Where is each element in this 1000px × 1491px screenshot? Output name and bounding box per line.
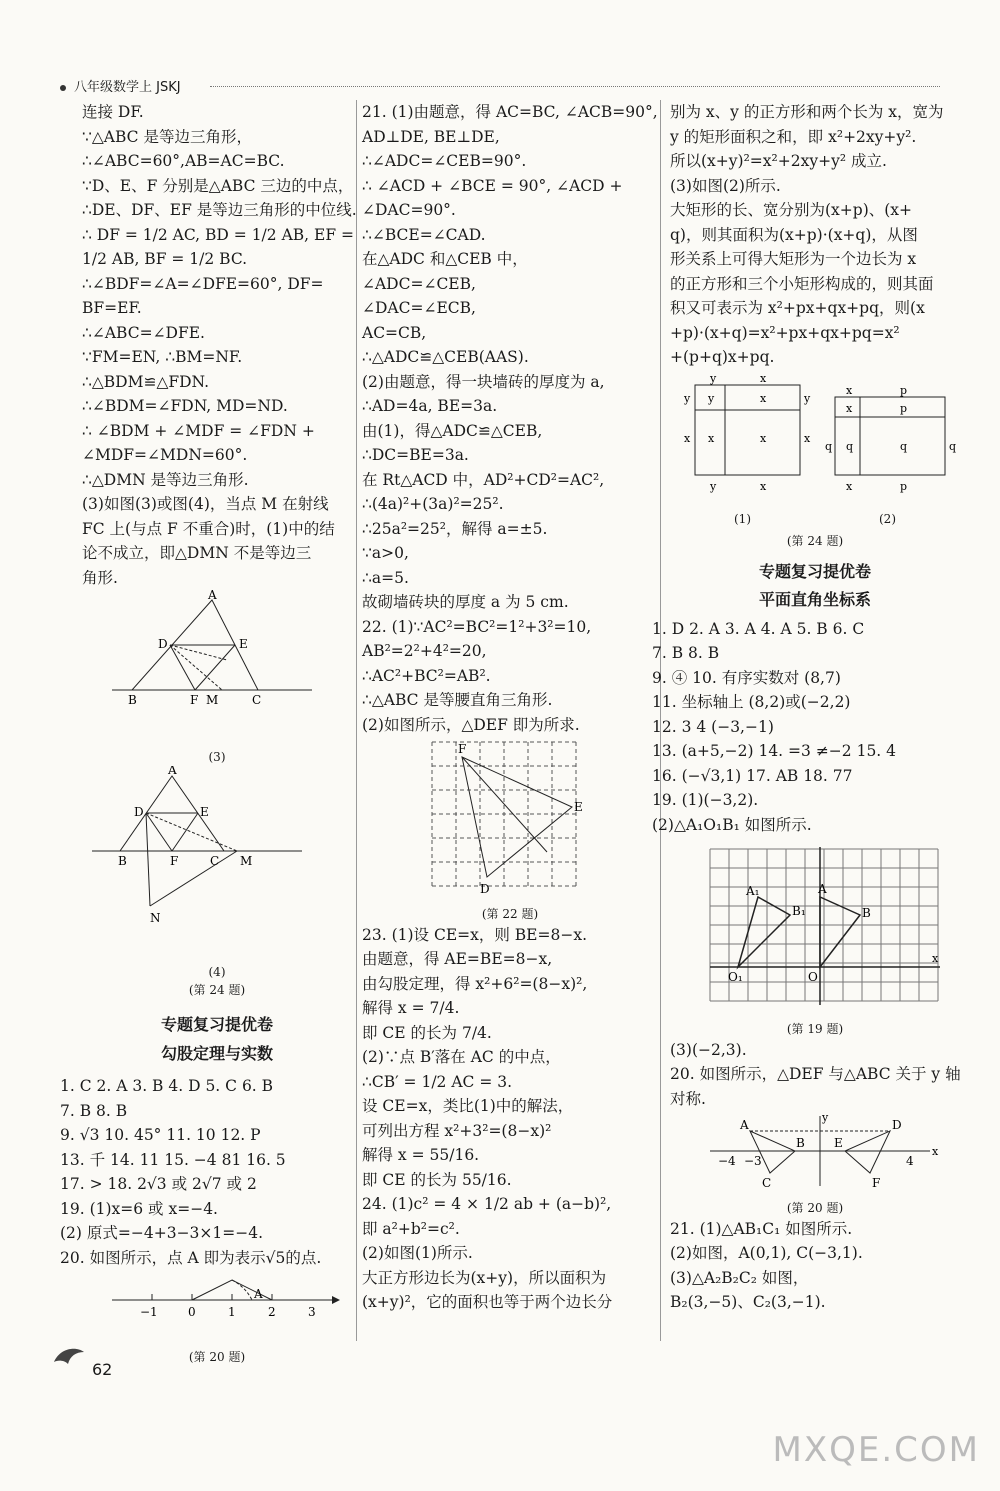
text-line: (2)△A₁O₁B₁ 如图所示. bbox=[652, 815, 812, 834]
text-line: 大正方形边长为(x+y)，所以面积为 bbox=[362, 1268, 607, 1287]
text-line: (3)如图(3)或图(4)，当点 M 在射线 bbox=[82, 495, 329, 513]
figure-22-grid bbox=[362, 737, 658, 897]
figure-3 bbox=[82, 590, 352, 740]
svg-text:−4: −4 bbox=[718, 1154, 736, 1168]
figure-20-symmetry bbox=[670, 1111, 960, 1191]
figure-24-caption: (第 24 题) bbox=[188, 983, 246, 997]
text-line: 即 CE 的长为 55/16. bbox=[362, 1170, 512, 1189]
text-line: 的正方形和三个小矩形构成的，则其面 bbox=[670, 274, 934, 293]
svg-text:y: y bbox=[710, 479, 717, 493]
text-line: ∴∠BCE=∠CAD. bbox=[362, 225, 486, 244]
svg-text:E: E bbox=[239, 637, 248, 651]
text-line: (3)△A₂B₂C₂ 如图， bbox=[670, 1268, 809, 1287]
text-line: 22. (1)∵AC²=BC²=1²+3²=10, bbox=[362, 617, 592, 636]
svg-text:y: y bbox=[708, 391, 715, 405]
text-line: 7. B 8. B bbox=[60, 1101, 128, 1120]
section-1-title: 专题复习提优卷 bbox=[160, 1015, 273, 1034]
svg-text:x: x bbox=[760, 391, 767, 405]
text-line: B₂(3,−5)、C₂(3,−1). bbox=[670, 1293, 826, 1311]
svg-text:F: F bbox=[458, 742, 467, 756]
svg-text:F: F bbox=[170, 853, 179, 868]
text-line: ∵△ABC 是等边三角形， bbox=[82, 127, 252, 146]
text-line: 9. √3 10. 45° 11. 10 12. P bbox=[60, 1126, 261, 1144]
figure-20b-caption: (第 20 题) bbox=[786, 1200, 844, 1215]
svg-text:x: x bbox=[684, 431, 691, 445]
svg-text:x: x bbox=[846, 479, 853, 493]
svg-text:A: A bbox=[254, 1287, 263, 1301]
text-line: 13. 千 14. 11 15. −4 81 16. 5 bbox=[60, 1150, 286, 1169]
svg-text:O₁: O₁ bbox=[728, 970, 743, 984]
text-line: y 的矩形面积之和，即 x²+2xy+y². bbox=[670, 127, 917, 146]
text-line: 对称. bbox=[670, 1089, 706, 1108]
text-line: 12. 3 4 (−3,−1) bbox=[652, 717, 774, 736]
svg-text:y: y bbox=[822, 1111, 829, 1124]
svg-text:C: C bbox=[252, 693, 262, 707]
svg-text:A: A bbox=[818, 882, 827, 896]
text-line: 20. 如图所示，点 A 即为表示√5的点. bbox=[60, 1248, 322, 1267]
text-line: 设 CE=x，类比(1)中的解法， bbox=[362, 1097, 574, 1115]
text-line: (2)∵点 B′落在 AC 的中点， bbox=[362, 1048, 561, 1066]
text-line: ∴ ∠BDM + ∠MDF = ∠FDN + bbox=[82, 421, 315, 440]
figure-24-label-1: (1) bbox=[734, 512, 751, 526]
text-line: ∴DE、DF、EF 是等边三角形的中位线. bbox=[82, 201, 357, 219]
svg-text:A₁: A₁ bbox=[746, 884, 760, 898]
text-line: (2) 原式=−4+3−3×1=−4. bbox=[60, 1224, 264, 1242]
svg-text:p: p bbox=[900, 401, 908, 415]
text-line: 所以(x+y)²=x²+2xy+y² 成立. bbox=[670, 152, 887, 170]
answer-block-19-20 bbox=[670, 1038, 960, 1112]
text-line: 1. C 2. A 3. B 4. D 5. C 6. B bbox=[60, 1077, 274, 1095]
svg-text:x: x bbox=[846, 401, 853, 415]
svg-text:O: O bbox=[808, 970, 818, 984]
text-line: 连接 DF. bbox=[82, 103, 144, 121]
text-line: 由(1)，得△ADC≌△CEB, bbox=[362, 421, 543, 440]
figure-24-sub-labels bbox=[670, 507, 960, 532]
column-3 bbox=[652, 100, 961, 1315]
text-line: 故砌墙砖块的厚度 a 为 5 cm. bbox=[362, 593, 569, 611]
text-line: ∴DC=BE=3a. bbox=[362, 446, 469, 464]
svg-text:B: B bbox=[862, 906, 871, 920]
svg-text:3: 3 bbox=[308, 1305, 316, 1319]
text-line: 17. > 18. 2√3 或 2√7 或 2 bbox=[60, 1175, 257, 1193]
text-line: ∴a=5. bbox=[362, 568, 409, 587]
text-line: 积又可表示为 x²+px+qx+pq，则(x bbox=[670, 299, 925, 317]
text-line: 角形. bbox=[82, 568, 118, 587]
section-2-subtitle: 平面直角坐标系 bbox=[758, 590, 871, 609]
text-line: 别为 x、y 的正方形和两个长为 x，宽为 bbox=[670, 103, 944, 121]
text-line: 由勾股定理，得 x²+6²=(8−x)², bbox=[362, 974, 588, 993]
text-line: (x+y)²，它的面积也等于两个边长分 bbox=[362, 1293, 613, 1311]
text-line: 23. (1)设 CE=x，则 BE=8−x. bbox=[362, 925, 587, 944]
section-1-subtitle: 勾股定理与实数 bbox=[160, 1043, 273, 1063]
text-line: 解得 x = 55/16. bbox=[362, 1146, 480, 1164]
answer-list-1 bbox=[60, 1074, 352, 1270]
text-line: ∴∠ABC=∠DFE. bbox=[82, 323, 205, 342]
text-line: (2)如图所示，△DEF 即为所求. bbox=[362, 715, 580, 734]
answer-block-23-24 bbox=[362, 923, 658, 1315]
text-line: 形关系上可得大矩形为一个边长为 x bbox=[670, 250, 917, 268]
text-line: +(p+q)x+pq. bbox=[670, 348, 775, 366]
text-line: ∵FM=EN, ∴BM=NF. bbox=[82, 348, 243, 366]
text-line: 由题意，得 AE=BE=8−x, bbox=[362, 950, 553, 968]
svg-text:C: C bbox=[762, 1176, 772, 1190]
figure-4-caption: (4) bbox=[208, 965, 226, 979]
watermark: MXQE.COM bbox=[772, 1430, 980, 1470]
column-1 bbox=[60, 100, 357, 1366]
text-line: ∴△ADC≌△CEB(AAS). bbox=[362, 348, 529, 366]
svg-text:x: x bbox=[760, 431, 767, 445]
svg-text:D: D bbox=[158, 637, 168, 651]
svg-text:N: N bbox=[150, 910, 161, 925]
text-line: 19. (1)x=6 或 x=−4. bbox=[60, 1199, 218, 1218]
svg-text:x: x bbox=[846, 383, 853, 397]
svg-text:−1: −1 bbox=[140, 1305, 158, 1319]
svg-text:2: 2 bbox=[268, 1305, 276, 1319]
svg-text:E: E bbox=[834, 1136, 843, 1150]
svg-text:D: D bbox=[480, 882, 490, 896]
figure-24-area-diagrams bbox=[670, 370, 960, 500]
text-line: 1/2 AB, BF = 1/2 BC. bbox=[82, 250, 248, 268]
text-line: ∴△BDM≌△FDN. bbox=[82, 372, 210, 391]
text-line: 大矩形的长、宽分别为(x+p)、(x+ bbox=[670, 201, 913, 219]
svg-text:B₁: B₁ bbox=[792, 904, 806, 918]
svg-text:1: 1 bbox=[228, 1305, 236, 1319]
column-divider bbox=[356, 100, 357, 1341]
svg-text:B: B bbox=[796, 1136, 805, 1150]
svg-text:p: p bbox=[900, 383, 908, 397]
page-header bbox=[60, 76, 181, 95]
text-line: ∴ DF = 1/2 AC, BD = 1/2 AB, EF = bbox=[82, 225, 354, 244]
text-line: (2)如图，A(0,1), C(−3,1). bbox=[670, 1244, 863, 1262]
text-line: ∴25a²=25²，解得 a=±5. bbox=[362, 519, 548, 538]
text-line: (3)如图(2)所示. bbox=[670, 176, 781, 195]
text-line: 7. B 8. B bbox=[652, 644, 720, 662]
text-line: AC=CB, bbox=[362, 323, 427, 342]
text-line: 21. (1)由题意，得 AC=BC, ∠ACB=90°, bbox=[362, 103, 658, 121]
text-line: 24. (1)c² = 4 × 1/2 ab + (a−b)², bbox=[362, 1195, 612, 1213]
header-text: 八年级数学上 JSKJ bbox=[74, 80, 181, 95]
text-line: 11. 坐标轴上 (8,2)或(−2,2) bbox=[652, 693, 851, 711]
text-line: (3)(−2,3). bbox=[670, 1040, 747, 1059]
text-line: ∴CB′ = 1/2 AC = 3. bbox=[362, 1072, 513, 1091]
figure-24-caption-2: (第 24 题) bbox=[786, 533, 844, 548]
text-line: ∴(4a)²+(3a)²=25². bbox=[362, 495, 504, 513]
svg-text:x: x bbox=[760, 479, 767, 493]
svg-text:E: E bbox=[200, 804, 209, 819]
svg-text:q: q bbox=[949, 439, 957, 453]
svg-text:x: x bbox=[932, 952, 939, 965]
svg-text:B: B bbox=[118, 853, 127, 868]
figure-19-grid bbox=[670, 837, 960, 1012]
svg-text:p: p bbox=[900, 479, 908, 493]
text-line: ∴AD=4a, BE=3a. bbox=[362, 397, 498, 415]
svg-text:y: y bbox=[684, 391, 691, 405]
figure-19-caption: (第 19 题) bbox=[786, 1021, 844, 1036]
text-line: 解得 x = 7/4. bbox=[362, 999, 460, 1017]
text-line: ∵a>0, bbox=[362, 544, 409, 562]
svg-text:x: x bbox=[760, 371, 767, 385]
text-line: (2)由题意，得一块墙砖的厚度为 a, bbox=[362, 372, 605, 391]
figure-20-number-line bbox=[82, 1270, 352, 1340]
text-line: AD⊥DE, BE⊥DE, bbox=[362, 127, 500, 146]
text-line: 21. (1)△AB₁C₁ 如图所示. bbox=[670, 1219, 853, 1238]
svg-text:x: x bbox=[932, 1145, 939, 1158]
svg-text:A: A bbox=[168, 765, 177, 777]
svg-text:4: 4 bbox=[906, 1154, 914, 1168]
svg-text:q: q bbox=[846, 439, 854, 453]
text-line: ∠ADC=∠CEB, bbox=[362, 274, 476, 293]
figure-24-label-2: (2) bbox=[879, 512, 896, 526]
text-line: ∠MDF=∠MDN=60°. bbox=[82, 446, 248, 464]
svg-text:F: F bbox=[872, 1176, 881, 1190]
svg-text:A: A bbox=[208, 590, 217, 602]
svg-text:F: F bbox=[190, 693, 199, 707]
svg-text:M: M bbox=[206, 693, 219, 707]
section-2-title: 专题复习提优卷 bbox=[758, 561, 871, 581]
text-line: +p)·(x+q)=x²+px+qx+pq=x² bbox=[670, 323, 900, 342]
answer-block-24 bbox=[82, 100, 357, 590]
svg-text:y: y bbox=[710, 371, 717, 385]
svg-text:y: y bbox=[804, 391, 811, 405]
text-line: ∠DAC=∠ECB, bbox=[362, 299, 476, 317]
svg-text:D: D bbox=[892, 1118, 902, 1132]
text-line: AB²=2²+4²=20, bbox=[362, 642, 487, 660]
text-line: 16. (−√3,1) 17. AB 18. 77 bbox=[652, 766, 853, 785]
text-line: 论不成立，即△DMN 不是等边三 bbox=[82, 544, 312, 562]
text-line: ∵D、E、F 分别是△ABC 三边的中点， bbox=[82, 176, 354, 195]
text-line: 20. 如图所示，△DEF 与△ABC 关于 y 轴 bbox=[670, 1065, 961, 1083]
text-line: ∴△DMN 是等边三角形. bbox=[82, 470, 249, 489]
svg-text:A: A bbox=[740, 1118, 749, 1132]
column-2 bbox=[362, 100, 658, 1315]
text-line: 即 a²+b²=c². bbox=[362, 1219, 460, 1238]
text-line: ∴∠ABC=60°,AB=AC=BC. bbox=[82, 152, 285, 170]
svg-text:q: q bbox=[825, 439, 833, 453]
svg-text:C: C bbox=[210, 853, 220, 868]
text-line: 1. D 2. A 3. A 4. A 5. B 6. C bbox=[652, 619, 865, 638]
answer-block-21-22 bbox=[362, 100, 658, 737]
header-rule bbox=[210, 86, 940, 87]
page-number: 62 bbox=[92, 1360, 113, 1379]
text-line: 即 CE 的长为 7/4. bbox=[362, 1023, 492, 1042]
text-line: 可列出方程 x²+3²=(8−x)² bbox=[362, 1121, 552, 1140]
text-line: ∴ ∠ACD + ∠BCE = 90°, ∠ACD + bbox=[362, 176, 623, 195]
svg-text:0: 0 bbox=[188, 1305, 196, 1319]
text-line: ∴AC²+BC²=AB². bbox=[362, 666, 491, 685]
answer-block-24-cont bbox=[670, 100, 960, 370]
text-line: ∴∠ADC=∠CEB=90°. bbox=[362, 152, 527, 170]
answer-block-21b bbox=[670, 1217, 960, 1315]
figure-20-caption: (第 20 题) bbox=[188, 1349, 246, 1364]
svg-text:x: x bbox=[708, 431, 715, 445]
figure-4 bbox=[82, 766, 352, 956]
text-line: BF=EF. bbox=[82, 299, 142, 317]
text-line: 13. (a+5,−2) 14. =3 ≠−2 15. 4 bbox=[652, 742, 897, 760]
dolphin-logo-icon bbox=[52, 1342, 86, 1376]
text-line: ∴∠BDM=∠FDN, MD=ND. bbox=[82, 397, 288, 415]
text-line: ∴∠BDF=∠A=∠DFE=60°, DF= bbox=[82, 274, 324, 293]
svg-text:D: D bbox=[134, 804, 144, 819]
svg-text:−3: −3 bbox=[744, 1154, 762, 1168]
text-line: FC 上(与点 F 不重合)时，(1)中的结 bbox=[82, 519, 335, 538]
svg-text:B: B bbox=[128, 693, 137, 707]
svg-text:q: q bbox=[900, 439, 908, 453]
bullet-icon bbox=[60, 85, 66, 91]
svg-text:M: M bbox=[240, 853, 253, 868]
text-line: 在△ADC 和△CEB 中， bbox=[362, 250, 528, 268]
svg-text:x: x bbox=[804, 431, 811, 445]
text-line: ∴△ABC 是等腰直角三角形. bbox=[362, 691, 553, 709]
text-line: 9. ④ 10. 有序实数对 (8,7) bbox=[652, 668, 841, 687]
text-line: 在 Rt△ACD 中，AD²+CD²=AC², bbox=[362, 470, 605, 489]
svg-text:E: E bbox=[574, 800, 583, 814]
text-line: ∠DAC=90°. bbox=[362, 201, 456, 219]
figure-22-caption: (第 22 题) bbox=[481, 906, 539, 921]
answer-list-2 bbox=[652, 617, 960, 838]
figure-3-caption: (3) bbox=[208, 749, 226, 764]
text-line: q)，则其面积为(x+p)·(x+q)，从图 bbox=[670, 225, 918, 244]
text-line: (2)如图(1)所示. bbox=[362, 1244, 473, 1262]
text-line: 19. (1)(−3,2). bbox=[652, 791, 759, 809]
